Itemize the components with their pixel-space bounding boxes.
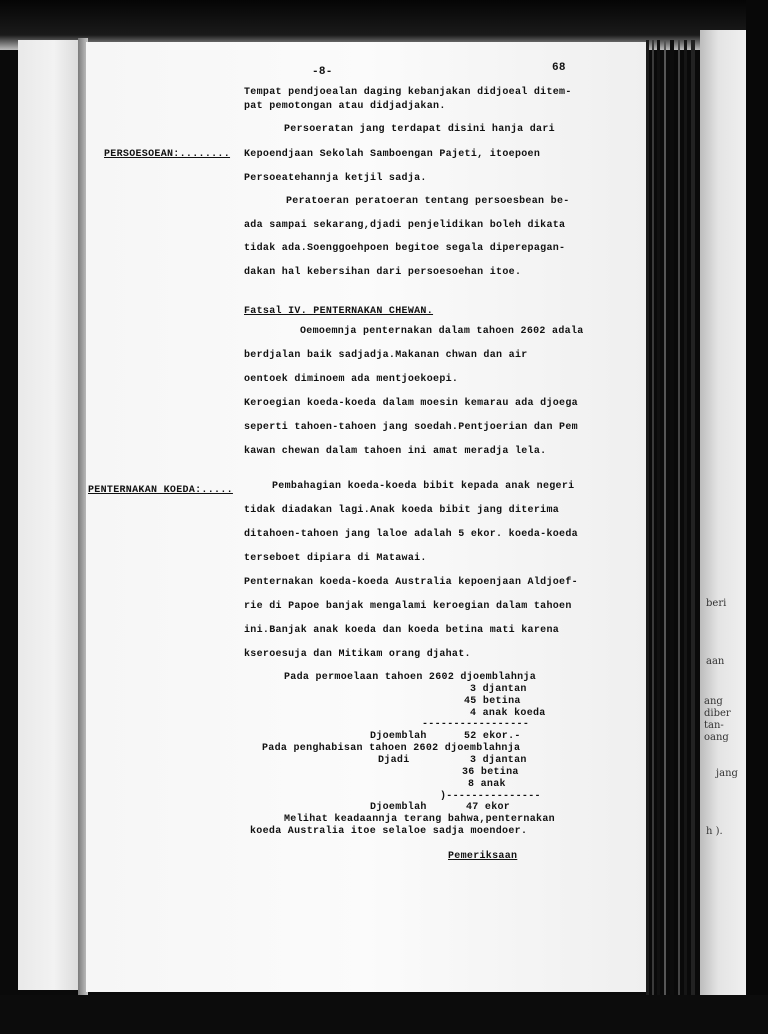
body-line: pat pemotongan atau didjadjakan. [244,101,446,112]
tally-line: Pada penghabisan tahoen 2602 djoemblahnja [262,743,521,754]
page-edge-line [657,40,660,1000]
body-line: Tempat pendjoealan daging kebanjakan didjoeal ditem- [244,87,572,98]
body-line: rie di Papoe banjak mengalami keroegian dalam tahoen [244,601,572,612]
body-line: tidak diadakan lagi.Anak koeda bibit jang diterima [244,505,560,516]
page-edge-line [646,40,649,1000]
tally-line: 4 anak koeda [470,708,546,719]
tally-line: 45 betina [464,696,521,707]
scan-bottom-border [0,995,768,1034]
tally-rule: ----------------- [422,719,530,730]
tally-line: Pada permoelaan tahoen 2602 djoemblahnja [284,672,537,683]
page-edge-line [691,40,695,1000]
tally-line: Djadi [378,755,410,766]
strip-text: diber [704,708,731,719]
strip-text: tan- [704,720,724,731]
body-line: kawan chewan dalam tahoen ini amat meradja lela. [244,446,547,457]
tally-line: 3 djantan [470,755,527,766]
body-line: ada sampai sekarang,djadi penjelidikan boleh dikata [244,220,566,231]
tally-line: 8 anak [468,779,506,790]
scan-right-border [746,0,768,1034]
body-line: Oemoemnja penternakan dalam tahoen 2602 adala [300,326,584,337]
page-edge-line [678,40,680,1000]
tally-line: Djoemblah [370,731,427,742]
margin-label-penternakan-koeda: PENTERNAKAN KOEDA:..... [88,485,233,496]
body-line: ditahoen-tahoen jang laloe adalah 5 ekor. koeda-koeda [244,529,578,540]
section-heading: Fatsal IV. PENTERNAKAN CHEWAN. [244,306,434,317]
body-line: tidak ada.Soenggoehpoen begitoe segala diperepagan- [244,243,566,254]
page-number-left: -8- [312,66,333,78]
body-line: kseroesuja dan Mitikam orang djahat. [244,649,471,660]
body-line: Kepoendjaan Sekolah Samboengan Pajeti, itoepoen [244,149,541,160]
body-line: dakan hal kebersihan dari persoesoehan itoe. [244,267,522,278]
left-facing-page-edge [18,40,80,990]
page-edge-line [684,40,687,1000]
page-edge-line [670,40,674,1000]
body-line: Peratoeran peratoeran tentang persoesbean be- [286,196,570,207]
body-line: seperti tahoen-tahoen jang soedah.Pentjoerian dan Pem [244,422,578,433]
page-number-right: 68 [552,62,566,74]
body-line: Melihat keadaannja terang bahwa,penternakan [284,814,555,825]
strip-text: oang [704,732,729,743]
strip-text: aan [706,656,725,667]
tally-line: Djoemblah [370,802,427,813]
body-line: Keroegian koeda-koeda dalam moesin kemarau ada djoega [244,398,578,409]
tally-line: 3 djantan [470,684,527,695]
body-line: berdjalan baik sadjadja.Makanan chwan dan air [244,350,528,361]
strip-text: beri [706,598,727,609]
tally-rule: )--------------- [440,791,541,802]
body-line: Pembahagian koeda-koeda bibit kepada anak negeri [272,481,575,492]
margin-label-persoesoean: PERSOESOEAN:........ [104,149,231,160]
continuation-word: Pemeriksaan [448,851,518,862]
tally-line: 52 ekor.- [464,731,521,742]
page-edge-line [664,40,666,1000]
body-line: Penternakan koeda-koeda Australia kepoenjaan Aldjoef- [244,577,578,588]
body-line: oentoek diminoem ada mentjoekoepi. [244,374,459,385]
strip-text: h ). [706,826,723,837]
strip-text: jang [716,768,738,779]
tally-line: 36 betina [462,767,519,778]
tally-line: 47 ekor [466,802,511,813]
body-line: ini.Banjak anak koeda dan koeda betina mati karena [244,625,560,636]
body-line: Persoeratan jang terdapat disini hanja dari [284,124,555,135]
strip-text: ang [704,696,723,707]
body-line: Persoeatehannja ketjil sadja. [244,173,427,184]
next-page-strip [700,30,746,1000]
page-edge-line [652,40,654,1000]
body-line: koeda Australia itoe selaloe sadja moendoer. [250,826,528,837]
body-line: terseboet dipiara di Matawai. [244,553,427,564]
document-page [86,42,646,992]
